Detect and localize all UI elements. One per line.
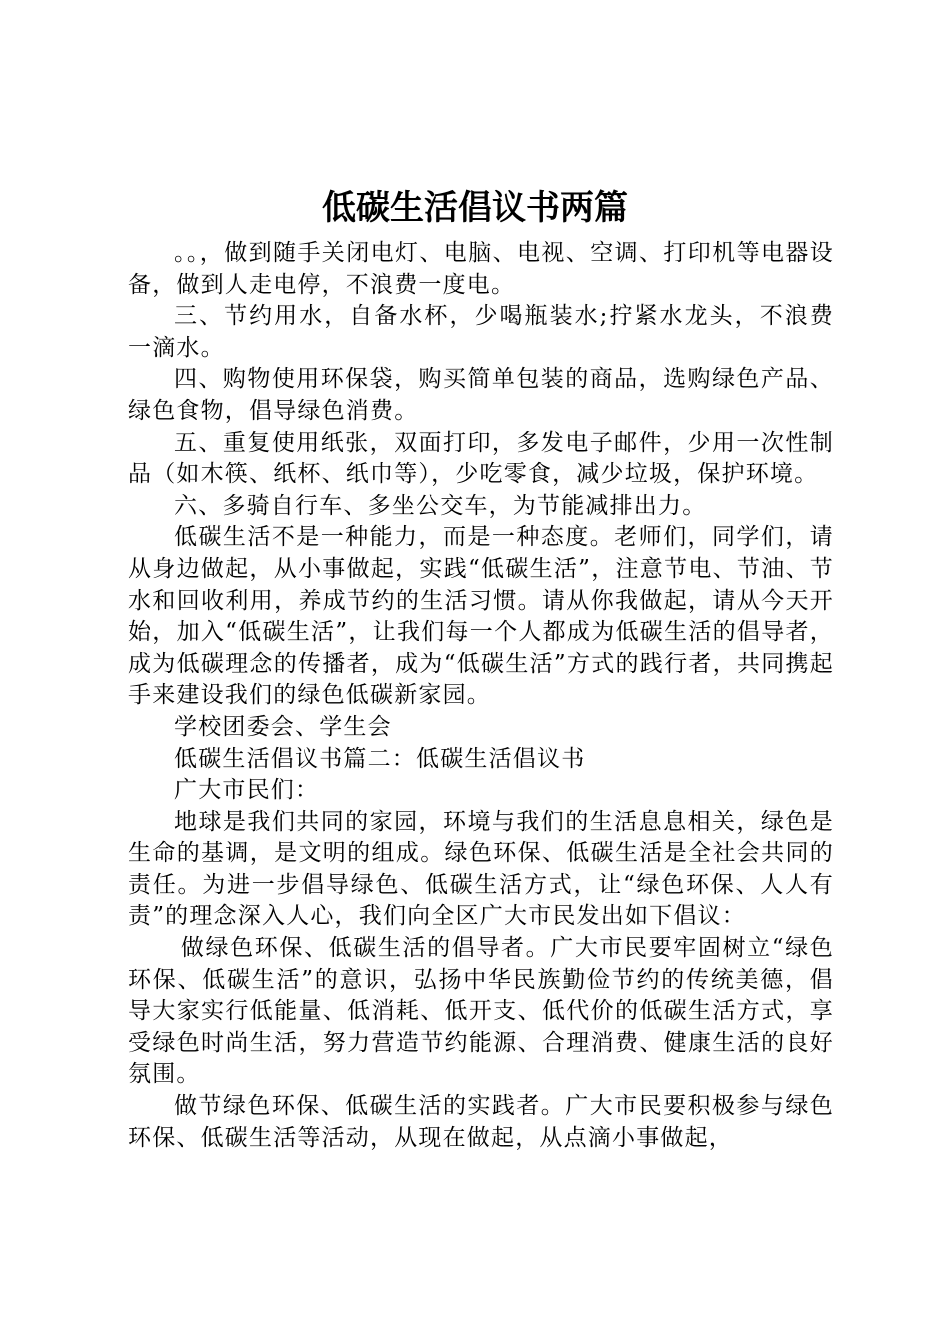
paragraph: 做绿色环保、低碳生活的倡导者。广大市民要牢固树立“绿色环保、低碳生活”的意识，弘扬中华民族勤俭节约的传统美德，倡导大家实行低能量、低消耗、低开支、低代价的低碳生活方式，享受绿色时尚生活，努力营造节约能源、合理消费、健康生活的良好氛围。	[128, 935, 834, 1088]
paragraph: 。。，做到随手关闭电灯、电脑、电视、空调、打印机等电器设备，做到人走电停，不浪费一度电。	[128, 240, 834, 298]
document-body	[128, 238, 834, 1154]
paragraph: 六、多骑自行车、多坐公交车，为节能减排出力。	[174, 492, 707, 519]
paragraph: 低碳生活不是一种能力，而是一种态度。老师们，同学们，请从身边做起，从小事做起，实践“低碳生活”，注意节电、节油、节水和回收利用，养成节约的生活习惯。请从你我做起，请从今天开始，加入“低碳生活”，让我们每一个人都成为低碳生活的倡导者，成为低碳理念的传播者，成为“低碳生活”方式的践行者，共同携起手来建设我们的绿色低碳新家园。	[128, 524, 834, 709]
document-title: 低碳生活倡议书两篇	[322, 188, 628, 228]
paragraph: 做节绿色环保、低碳生活的实践者。广大市民要积极参与绿色环保、低碳生活等活动，从现在做起，从点滴小事做起，	[128, 1093, 834, 1151]
paragraph: 三、节约用水，自备水杯，少喝瓶装水;拧紧水龙头，不浪费一滴水。	[128, 303, 834, 361]
signature-line: 学校团委会、学生会	[174, 713, 392, 740]
paragraph: 地球是我们共同的家园，环境与我们的生活息息相关，绿色是生命的基调，是文明的组成。绿色环保、低碳生活是全社会共同的责任。为进一步倡导绿色、低碳生活方式，让“绿色环保、人人有责”的理念深入人心，我们向全区广大市民发出如下倡议：	[128, 808, 834, 930]
paragraph: 四、购物使用环保袋，购买简单包装的商品，选购绿色产品、绿色食物，倡导绿色消费。	[128, 366, 834, 424]
section-heading: 低碳生活倡议书篇二：低碳生活倡议书	[174, 745, 586, 772]
salutation: 广大市民们：	[174, 777, 320, 804]
paragraph: 五、重复使用纸张，双面打印，多发电子邮件，少用一次性制品（如木筷、纸杯、纸巾等），少吃零食，减少垃圾，保护环境。	[128, 429, 834, 488]
